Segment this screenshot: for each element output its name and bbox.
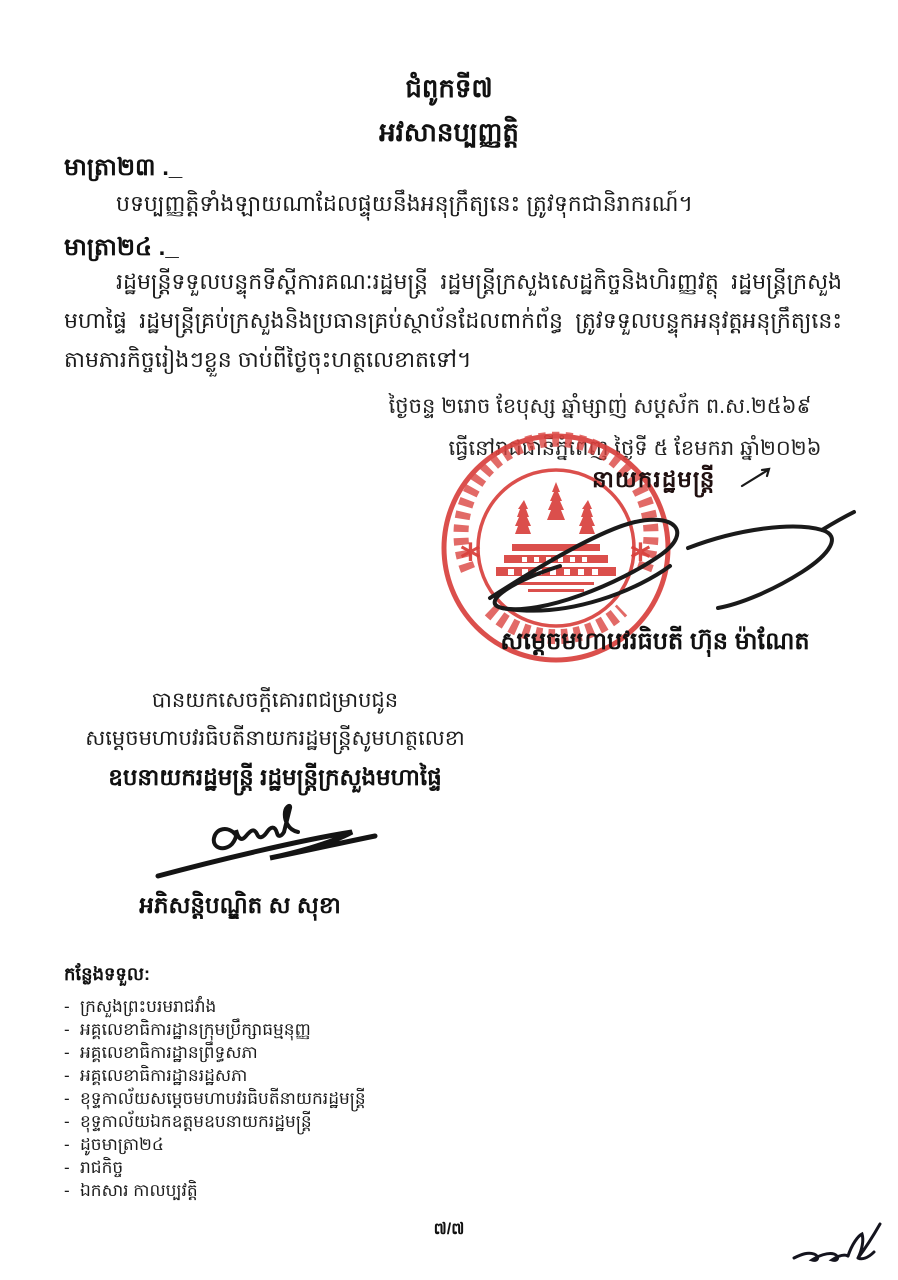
list-item: - អគ្គលេខាធិការដ្ឋានព្រឹទ្ធសភា [64,1043,258,1062]
article-23-heading: មាត្រា២៣ ._ [64,154,183,181]
chapter-title: ជំពូកទី៧ [405,73,493,103]
distribution-header: កន្លែងទទួល: [64,964,150,984]
signer-title: នាយករដ្ឋមន្ត្រី [592,466,716,492]
list-item: - អគ្គលេខាធិការដ្ឋានរដ្ឋសភា [64,1066,248,1085]
countersign-block [40,682,510,796]
deputy-pm-signature [140,792,410,882]
countersign-name: អភិសន្តិបណ្ឌិត ស សុខា [139,892,341,918]
countersign-line1: បានយកសេចក្ដីគោរពជម្រាបជូន [151,689,399,712]
pen-tick-mark [738,462,778,492]
distribution-list [64,995,484,1202]
distribution-block [64,962,484,1202]
article-24-heading: មាត្រា២៤ ._ [64,234,179,261]
list-item: - ខុទ្ទកាល័យឯកឧត្តមឧបនាយករដ្ឋមន្ត្រី [64,1112,312,1131]
list-item: - រាជកិច្ច [64,1158,124,1177]
list-item: - ខុទ្ទកាល័យសម្ដេចមហាបវរធិបតីនាយករដ្ឋមន្ត្រី [64,1089,366,1108]
corner-initials-signature [788,1214,888,1272]
chapter-title-block [0,66,898,154]
chapter-subtitle: អវសានប្បញ្ញត្តិ [379,117,519,147]
countersign-line2: សម្ដេចមហាបវរធិបតីនាយករដ្ឋមន្ត្រីសូមហត្ថលេខា [85,727,465,750]
list-item: - ដូចមាត្រា២៤ [64,1135,164,1154]
page-number: ៧/៧ [433,1221,465,1238]
svg-text:*: * [460,536,481,582]
list-item: - ឯកសារ កាលប្បវត្តិ [64,1181,198,1200]
gregorian-date-line: ធ្វើនៅរាជធានីភ្នំពេញ ថ្ងៃទី ៥ ខែមករា ឆ្នាំ២០២៦ [448,437,822,460]
signer-name: សម្ដេចមហាបវរធិបតី ហ៊ុន ម៉ាណែត [500,628,810,655]
countersign-role: ឧបនាយករដ្ឋមន្ត្រី រដ្ឋមន្ត្រីក្រសួងមហាផ្ទៃ [108,764,442,790]
article-24-body: រដ្ឋមន្ត្រីទទួលបន្ទុកទីស្ដីការគណៈរដ្ឋមន្ត្រី រដ្ឋមន្ត្រីក្រសួងសេដ្ឋកិច្ចនិងហិរញ្ញវត្ថុ រដ្ឋមន្ត្រីក្រសួងមហាផ្ទៃ រដ្ឋមន្ត្រីគ្រប់ក្រសួងនិងប្រធានគ្រប់ស្ថាប័នដែលពាក់ព័ន្ធ ត្រូវទទួលបន្ទុកអនុវត្តអនុក្រឹត្យនេះ តាមភារកិច្ចរៀងៗខ្លួន ចាប់ពីថ្ងៃចុះហត្ថលេខាតទៅ។ [64,269,842,372]
list-item: - អគ្គលេខាធិការដ្ឋានក្រុមប្រឹក្សាធម្មនុញ្ញ [64,1020,311,1039]
list-item: - ក្រសួងព្រះបរមរាជវាំង [64,997,217,1016]
lunar-date-line: ថ្ងៃចន្ទ ២រោច ខែបុស្ស ឆ្នាំម្សាញ់ សប្ដស័ក ព.ស.២៥៦៩ [388,395,812,418]
svg-text:*: * [630,536,651,582]
article-23-body: បទប្បញ្ញត្តិទាំងឡាយណាដែលផ្ទុយនឹងអនុក្រឹត្យនេះ ត្រូវទុកជានិរាករណ៍។ [116,191,693,216]
